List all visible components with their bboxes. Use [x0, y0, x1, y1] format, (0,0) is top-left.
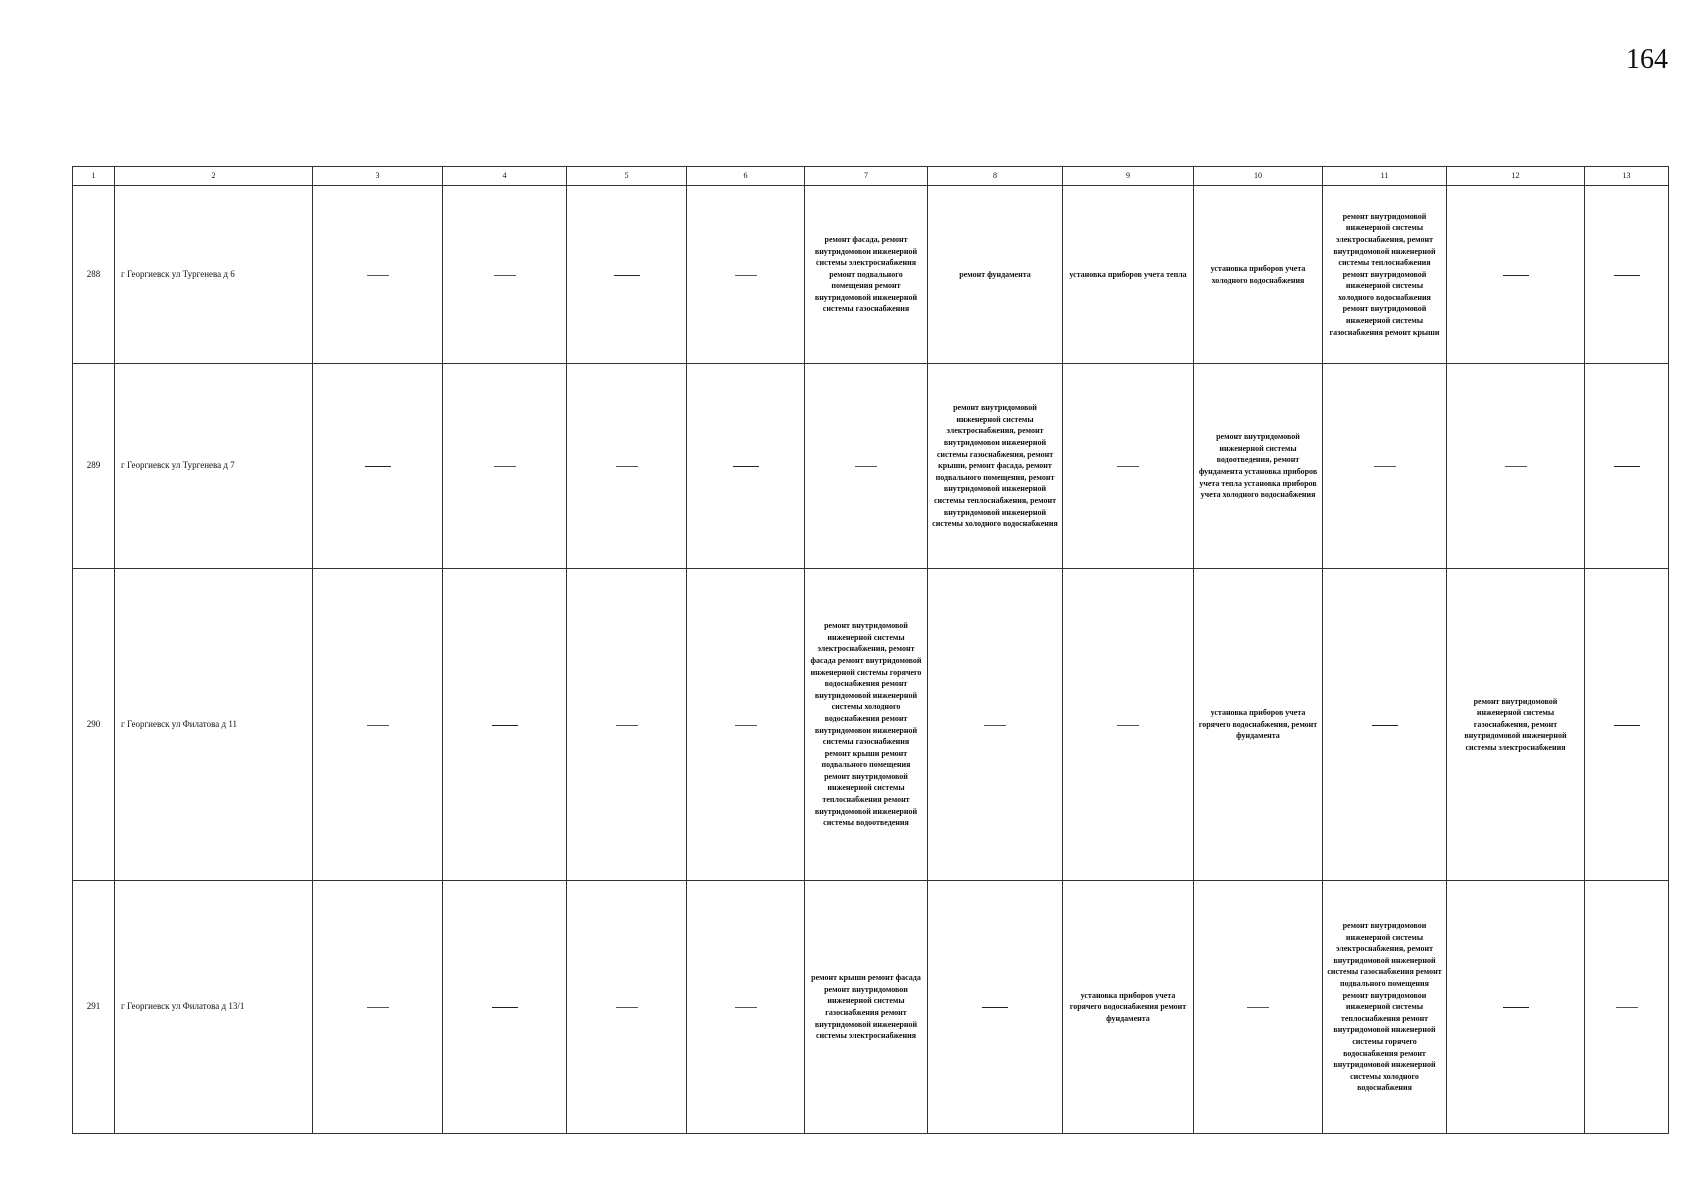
dash-mark [1616, 1007, 1638, 1008]
empty-cell [687, 186, 805, 364]
empty-cell [1447, 881, 1585, 1134]
work-cell: ремонт фасада, ремонт внутридомовои инженерной системы электроснабжения ремонт подвального помещения ремонт внутридомовой инженерной системы газоснабжения [805, 186, 928, 364]
column-header: 2 [115, 167, 313, 186]
empty-cell [805, 364, 928, 569]
work-cell: установка приборов учета горячего водоснабжения ремонт фундамента [1063, 881, 1194, 1134]
dash-mark [616, 1007, 638, 1008]
dash-mark [494, 275, 516, 276]
empty-cell [687, 364, 805, 569]
empty-cell [313, 569, 443, 881]
row-number: 290 [73, 569, 115, 881]
table-row [73, 364, 1669, 569]
work-cell: ремонт внутридомовой инженерной системы газоснабжения, ремонт внутридомовой инженерной системы электроснабжения [1447, 569, 1585, 881]
table-row [73, 186, 1669, 364]
work-cell: установка приборов учета горячего водоснабжения, ремонт фундамента [1194, 569, 1323, 881]
dash-mark [1372, 725, 1398, 726]
work-cell: ремонт внутридомовои инженерной системы электроснабжения, ремонт внутридомовой инженерной системы газоснабжения ремонт подвального помещения ремонт внутридомовои инженерной системы теплоснабжения ремонт внутридомовой инженерной системы горячего водоснабжения ремонт внутридомовой инженерной системы холодного водоснабжения [1323, 881, 1447, 1134]
empty-cell [1585, 364, 1669, 569]
empty-cell [313, 881, 443, 1134]
empty-cell [687, 881, 805, 1134]
dash-mark [616, 466, 638, 467]
dash-mark [733, 466, 759, 467]
column-header: 8 [928, 167, 1063, 186]
column-header: 5 [567, 167, 687, 186]
empty-cell [1585, 569, 1669, 881]
dash-mark [367, 275, 389, 276]
dash-mark [494, 466, 516, 467]
empty-cell [928, 569, 1063, 881]
empty-cell [443, 186, 567, 364]
work-cell: установка приборов учета холодного водоснабжения [1194, 186, 1323, 364]
work-cell: ремонт внутридомовой инженерной системы электроснабжения, ремонт внутридомовои инженерной системы газоснабжения, ремонт крыши, ремонт фасада, ремонт подвального помещения, ремонт внутридомовой инженерной системы теплоснабжения, ремонт внутридомовой инженерной системы холодного водоснабжения [928, 364, 1063, 569]
dash-mark [1374, 466, 1396, 467]
empty-cell [1194, 881, 1323, 1134]
table-row [73, 569, 1669, 881]
dash-mark [365, 466, 391, 467]
dash-mark [1614, 466, 1640, 467]
dash-mark [614, 275, 640, 276]
work-cell: ремонт фундамента [928, 186, 1063, 364]
dash-mark [367, 725, 389, 726]
page-number: 164 [1626, 44, 1668, 75]
work-cell: ремонт крыши ремонт фасада ремонт внутридомовои инженерной системы газоснабжения ремонт внутридомовой инженерной системы электроснабжения [805, 881, 928, 1134]
column-header: 9 [1063, 167, 1194, 186]
column-number-row [73, 167, 1669, 186]
dash-mark [1117, 466, 1139, 467]
column-header: 13 [1585, 167, 1669, 186]
dash-mark [367, 1007, 389, 1008]
column-header: 7 [805, 167, 928, 186]
dash-mark [984, 725, 1006, 726]
empty-cell [928, 881, 1063, 1134]
dash-mark [855, 466, 877, 467]
work-cell: ремонт внутридомовой инженерной системы электроснабжения, ремонт внутридомовой инженерной системы теплоснабжения ремонт внутридомовой инженерной системы холодного водоснабжения ремонт внутридомовой инженерной системы газоснабжения ремонт крыши [1323, 186, 1447, 364]
empty-cell [567, 186, 687, 364]
empty-cell [443, 881, 567, 1134]
work-cell: установка приборов учета тепла [1063, 186, 1194, 364]
dash-mark [492, 725, 518, 726]
address-cell: г Георгиевск ул Тургенева д 6 [115, 186, 313, 364]
address-cell: г Георгиевск ул Тургенева д 7 [115, 364, 313, 569]
empty-cell [443, 569, 567, 881]
work-cell: ремонт внутридомовой инженерной системы водоотведения, ремонт фундамента установка приборов учета тепла установка приборов учета холодного водоснабжения [1194, 364, 1323, 569]
dash-mark [492, 1007, 518, 1008]
address-cell: г Георгиевск ул Филатова д 11 [115, 569, 313, 881]
dash-mark [1247, 1007, 1269, 1008]
row-number: 291 [73, 881, 115, 1134]
dash-mark [616, 725, 638, 726]
table-row [73, 881, 1669, 1134]
empty-cell [1447, 364, 1585, 569]
dash-mark [1503, 1007, 1529, 1008]
empty-cell [313, 186, 443, 364]
column-header: 10 [1194, 167, 1323, 186]
empty-cell [1585, 186, 1669, 364]
dash-mark [735, 1007, 757, 1008]
empty-cell [1323, 569, 1447, 881]
dash-mark [735, 725, 757, 726]
empty-cell [1323, 364, 1447, 569]
row-number: 288 [73, 186, 115, 364]
empty-cell [1585, 881, 1669, 1134]
dash-mark [1505, 466, 1527, 467]
empty-cell [567, 881, 687, 1134]
dash-mark [1117, 725, 1139, 726]
empty-cell [313, 364, 443, 569]
empty-cell [687, 569, 805, 881]
column-header: 3 [313, 167, 443, 186]
empty-cell [1063, 364, 1194, 569]
empty-cell [443, 364, 567, 569]
dash-mark [1614, 275, 1640, 276]
work-cell: ремонт внутридомовой инженерной системы электроснабжения, ремонт фасада ремонт внутридомовой инженерной системы горячего водоснабжения ремонт внутридомовой инженерной системы холодного водоснабжения ремонт внутридомовои инженерной системы газоснабжения ремонт крыши ремонт подвального помещения ремонт внутридомовой инженерной системы теплоснабжения ремонт внутридомовой инженерной системы водоотведения [805, 569, 928, 881]
dash-mark [735, 275, 757, 276]
capital-repair-table [72, 166, 1669, 1134]
empty-cell [567, 569, 687, 881]
address-cell: г Георгиевск ул Филатова д 13/1 [115, 881, 313, 1134]
empty-cell [1447, 186, 1585, 364]
column-header: 4 [443, 167, 567, 186]
row-number: 289 [73, 364, 115, 569]
column-header: 11 [1323, 167, 1447, 186]
dash-mark [1614, 725, 1640, 726]
empty-cell [567, 364, 687, 569]
column-header: 1 [73, 167, 115, 186]
column-header: 6 [687, 167, 805, 186]
column-header: 12 [1447, 167, 1585, 186]
empty-cell [1063, 569, 1194, 881]
dash-mark [982, 1007, 1008, 1008]
dash-mark [1503, 275, 1529, 276]
